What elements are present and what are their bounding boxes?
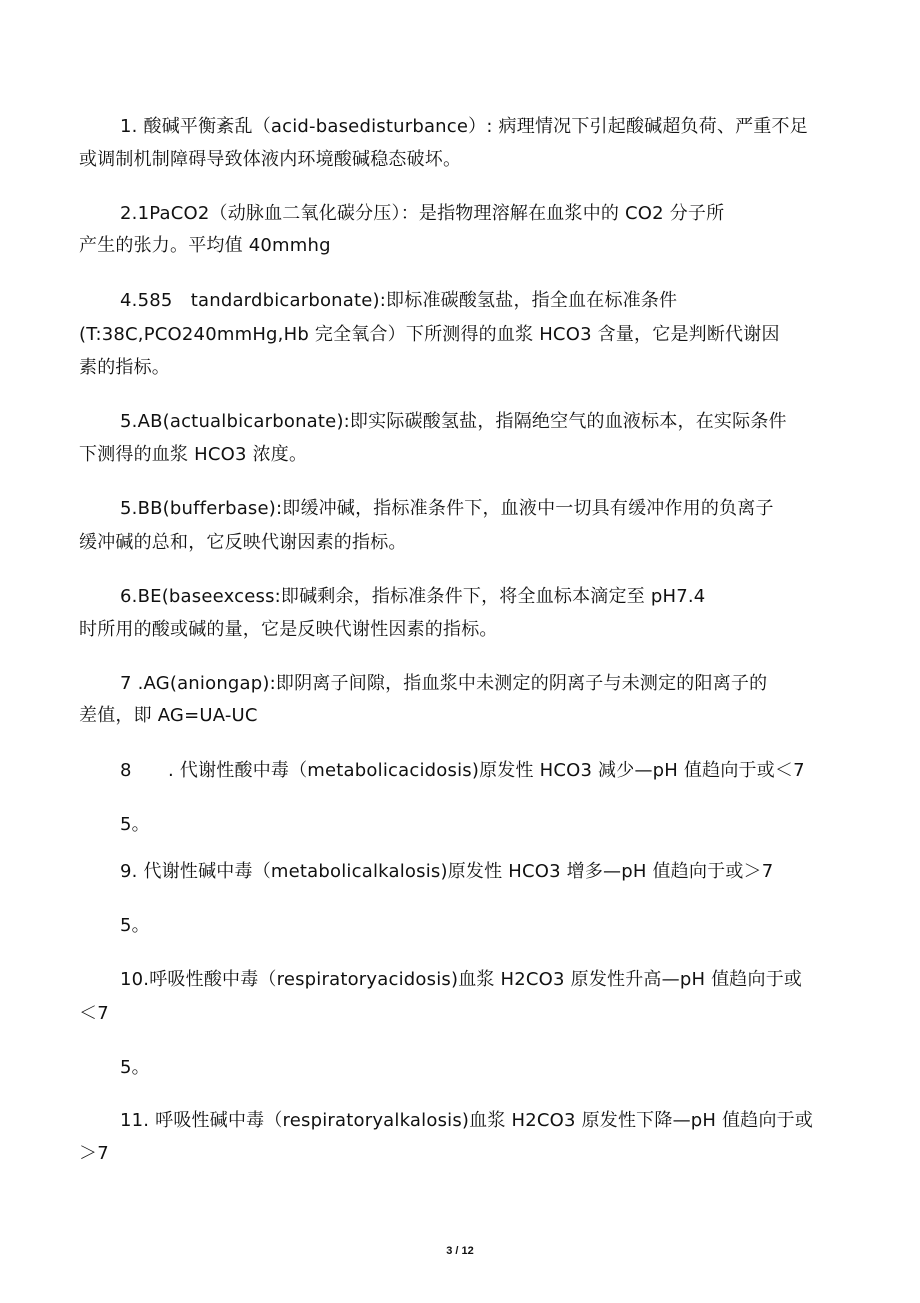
paragraph-line: 4.585 tandardbicarbonate):即标准碳酸氢盐，指全血在标准条件: [120, 290, 678, 311]
paragraph-line: 缓冲碱的总和，它反映代谢因素的指标。: [79, 532, 407, 553]
paragraph-line: 10.呼吸性酸中毒（respiratoryacidosis)血浆 H2CO3 原发性升高—pH 值趋向于或: [120, 969, 803, 990]
paragraph-line: 或调制机制障碍导致体液内环境酸碱稳态破坏。: [79, 149, 462, 170]
paragraph-line: (T:38C,PCO240mmHg,Hb 完全氧合）下所测得的血浆 HCO3 含量，它是判断代谢因: [79, 324, 780, 345]
paragraph-line: 9. 代谢性碱中毒（metabolicalkalosis)原发性 HCO3 增多—pH 值趋向于或＞7: [120, 861, 774, 882]
paragraph-line: 5.BB(bufferbase):即缓冲碱，指标准条件下，血液中一切具有缓冲作用的负离子: [120, 498, 774, 519]
paragraph-line: 5.AB(actualbicarbonate):即实际碳酸氢盐，指隔绝空气的血液标本，在实际条件: [120, 411, 787, 432]
paragraph-line: 2.1PaCO2（动脉血二氧化碳分压）：是指物理溶解在血浆中的 CO2 分子所: [120, 203, 725, 224]
paragraph-line: 5。: [120, 915, 150, 936]
paragraph-line: 5。: [120, 814, 150, 835]
paragraph-line: 差值，即 AG=UA-UC: [79, 705, 258, 726]
paragraph-line: 下测得的血浆 HCO3 浓度。: [79, 444, 308, 465]
paragraph-line: 11. 呼吸性碱中毒（respiratoryalkalosis)血浆 H2CO3 原发性下降—pH 值趋向于或: [120, 1110, 814, 1131]
paragraph-line: ＜7: [79, 1003, 109, 1024]
paragraph-line: 8 . 代谢性酸中毒（metabolicacidosis)原发性 HCO3 减少—pH 值趋向于或＜7: [120, 760, 805, 781]
paragraph-line: 时所用的酸或碱的量，它是反映代谢性因素的指标。: [79, 619, 498, 640]
paragraph-line: 5。: [120, 1057, 150, 1078]
paragraph-line: ＞7: [79, 1143, 109, 1164]
paragraph-line: 1. 酸碱平衡紊乱（acid-basedisturbance）: 病理情况下引起酸碱超负荷、严重不足: [120, 116, 808, 137]
paragraph-line: 7 .AG(aniongap):即阴离子间隙，指血浆中未测定的阴离子与未测定的阳离子的: [120, 673, 768, 694]
page-number: 3 / 12: [446, 1245, 474, 1257]
paragraph-line: 产生的张力。平均值 40mmhg: [79, 235, 331, 256]
paragraph-line: 素的指标。: [79, 357, 170, 378]
paragraph-line: 6.BE(baseexcess:即碱剩余，指标准条件下，将全血标本滴定至 pH7.4: [120, 586, 706, 607]
